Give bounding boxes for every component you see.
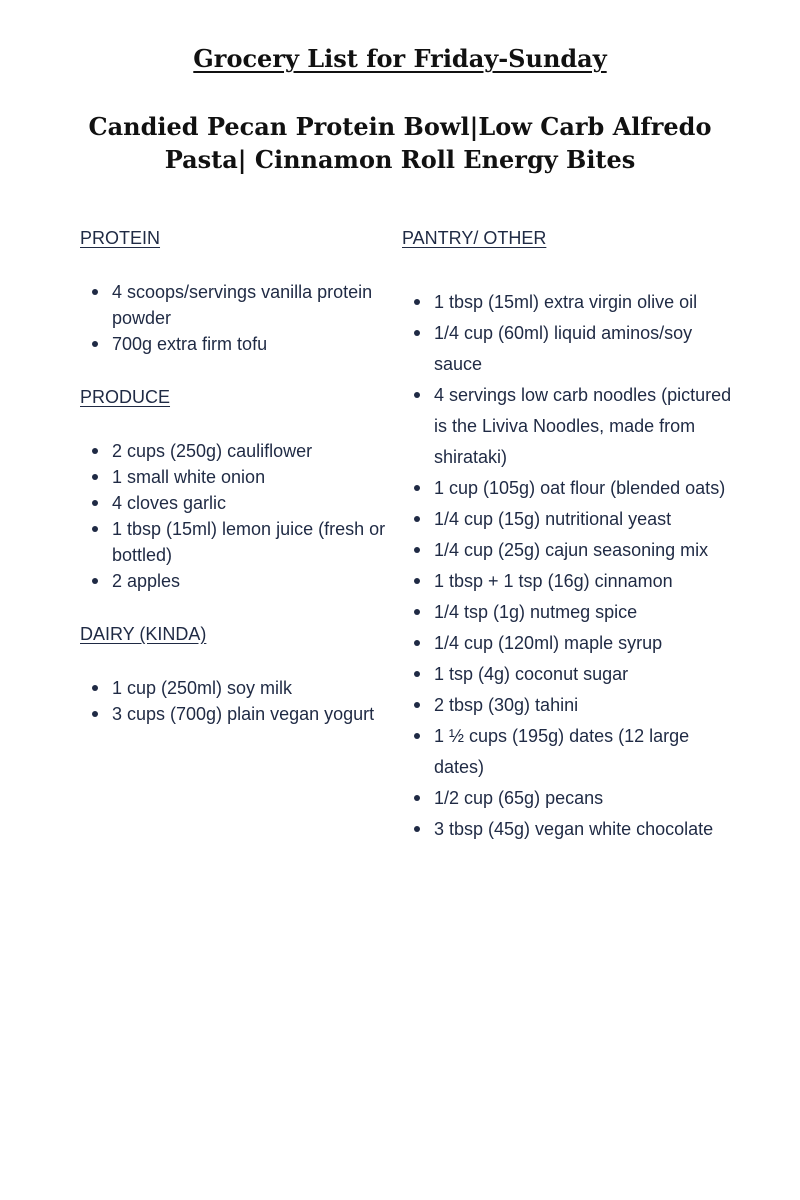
list-item: 1 tbsp (15ml) extra virgin olive oil [402,287,742,318]
list-item: 1 cup (105g) oat flour (blended oats) [402,473,742,504]
section-heading-dairy: DAIRY (KINDA) [80,624,207,644]
list-item: 1 cup (250ml) soy milk [80,675,390,701]
list-item: 1/4 cup (60ml) liquid aminos/soy sauce [402,318,742,380]
recipes-subtitle: Candied Pecan Protein Bowl|Low Carb Alfredo Pasta| Cinnamon Roll Energy Bites [88,112,712,174]
list-item: 3 cups (700g) plain vegan yogurt [80,701,390,727]
section-heading-produce: PRODUCE [80,387,171,407]
list-item: 4 servings low carb noodles (pictured is the Liviva Noodles, made from shirataki) [402,380,742,473]
dairy-list [80,675,390,727]
section-heading-protein: PROTEIN [80,228,161,248]
list-item: 4 cloves garlic [80,490,390,516]
list-item: 700g extra firm tofu [80,331,390,357]
produce-list [80,438,390,594]
list-item: 1 small white onion [80,464,390,490]
list-item: 1 tbsp (15ml) lemon juice (fresh or bottled) [80,516,390,568]
section-heading-pantry: PANTRY/ OTHER [402,228,547,248]
protein-list [80,279,390,357]
list-item: 1/4 cup (120ml) maple syrup [402,628,742,659]
list-item: 1/4 cup (25g) cajun seasoning mix [402,535,742,566]
list-item: 1/4 cup (15g) nutritional yeast [402,504,742,535]
list-item: 3 tbsp (45g) vegan white chocolate [402,814,742,845]
list-item: 1 ½ cups (195g) dates (12 large dates) [402,721,742,783]
left-column [80,226,390,755]
list-item: 1 tsp (4g) coconut sugar [402,659,742,690]
list-item: 1/4 tsp (1g) nutmeg spice [402,597,742,628]
list-item: 1/2 cup (65g) pecans [402,783,742,814]
pantry-list [402,287,742,845]
list-item: 2 apples [80,568,390,594]
page-title: Grocery List for Friday-Sunday [193,44,607,73]
list-item: 2 tbsp (30g) tahini [402,690,742,721]
list-item: 4 scoops/servings vanilla protein powder [80,279,390,331]
right-column [402,226,742,845]
list-item: 1 tbsp + 1 tsp (16g) cinnamon [402,566,742,597]
list-item: 2 cups (250g) cauliflower [80,438,390,464]
